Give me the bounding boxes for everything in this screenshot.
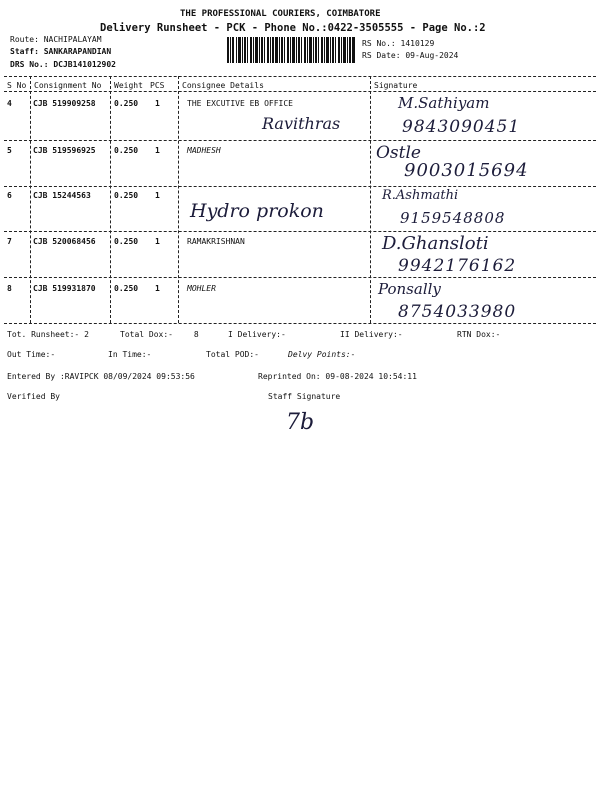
i-delivery: I Delivery:- [228, 330, 286, 339]
col-header-consignee: Consignee Details [182, 81, 264, 90]
reprinted-on: Reprinted On: 09-08-2024 10:54:11 [258, 372, 417, 381]
in-time: In Time:- [108, 350, 152, 359]
col-header-sno: S No [7, 81, 27, 90]
row-pcs: 1 [155, 191, 160, 200]
handwritten-phone: 9159548808 [400, 209, 506, 227]
barcode [227, 37, 355, 63]
handwritten-signature: R.Ashmathi [382, 188, 459, 203]
rs-no-label: RS No.: [362, 39, 396, 48]
total-pod: Total POD:- [206, 350, 259, 359]
delvy-points: Delvy Points:- [288, 350, 356, 359]
rs-number [362, 39, 434, 48]
route [10, 35, 102, 44]
row-pcs: 1 [155, 237, 160, 246]
staff-signature-label: Staff Signature [268, 392, 341, 401]
row-weight: 0.250 [114, 99, 139, 108]
row-pcs: 1 [155, 284, 160, 293]
row-sno: 6 [7, 191, 12, 200]
row-consignment: CJB 519596925 [33, 146, 96, 155]
row-sno: 5 [7, 146, 12, 155]
handwritten-signature: D.Ghansloti [382, 233, 489, 254]
row-consignment: CJB 519909258 [33, 99, 96, 108]
rs-date-label: RS Date: [362, 51, 401, 60]
col-header-consignment: Consignment No [34, 81, 102, 90]
table-top-rule [4, 76, 596, 77]
row-divider [4, 231, 596, 232]
staff [10, 47, 111, 56]
out-time: Out Time:- [7, 350, 56, 359]
rs-no-value: 1410129 [400, 39, 435, 48]
rtn-dox: RTN Dox:- [457, 330, 501, 339]
handwritten-phone: 9942176162 [398, 256, 517, 276]
col-divider [178, 76, 179, 323]
col-header-weight: Weight [114, 81, 143, 90]
row-consignee: MOHLER [187, 284, 216, 293]
col-divider [110, 76, 111, 323]
row-consignment: CJB 520068456 [33, 237, 96, 246]
company-name: THE PROFESSIONAL COURIERS, COIMBATORE [180, 9, 381, 19]
row-divider [4, 186, 596, 187]
handwritten-consignee: Hydro prokon [190, 200, 324, 222]
row-weight: 0.250 [114, 191, 139, 200]
row-sno: 8 [7, 284, 12, 293]
col-header-pcs: PCS [150, 81, 165, 90]
handwritten-receiver: Ravithras [262, 114, 341, 133]
row-weight: 0.250 [114, 146, 139, 155]
row-divider [4, 277, 596, 278]
handwritten-signature: Ostle [376, 143, 421, 163]
total-dox-label: Total Dox:- [120, 330, 173, 339]
entered-by: Entered By :RAVIPCK 08/09/2024 09:53:56 [7, 372, 195, 381]
verified-by: Verified By [7, 392, 60, 401]
col-divider [30, 76, 31, 323]
route-label: Route: [10, 35, 39, 44]
rs-date-value: 09-Aug-2024 [405, 51, 459, 60]
row-consignee: MADHESH [187, 146, 221, 155]
handwritten-phone: 9003015694 [404, 160, 529, 181]
ii-delivery: II Delivery:- [340, 330, 403, 339]
route-value: NACHIPALAYAM [43, 35, 102, 44]
table-bottom-rule [4, 323, 596, 324]
row-weight: 0.250 [114, 284, 139, 293]
row-pcs: 1 [155, 146, 160, 155]
col-divider [370, 76, 371, 323]
row-consignment: CJB 15244563 [33, 191, 91, 200]
staff-value: SANKARAPANDIAN [43, 47, 112, 56]
staff-label: Staff: [10, 47, 39, 56]
row-sno: 7 [7, 237, 12, 246]
row-consignee: THE EXCUTIVE EB OFFICE [187, 99, 293, 108]
handwritten-phone: 8754033980 [398, 302, 517, 322]
handwritten-phone: 9843090451 [402, 117, 521, 137]
handwritten-signature: Ponsally [378, 280, 441, 298]
drs-number [10, 60, 116, 69]
row-sno: 4 [7, 99, 12, 108]
runsheet-title: Delivery Runsheet - PCK - Phone No.:0422-3505555 - Page No.:2 [100, 22, 486, 34]
total-dox [120, 330, 199, 339]
drs-value: DCJB141012902 [53, 60, 116, 69]
handwritten-signature: M.Sathiyam [398, 94, 490, 112]
row-weight: 0.250 [114, 237, 139, 246]
tot-runsheet: Tot. Runsheet:- 2 [7, 330, 89, 339]
rs-date [362, 51, 458, 60]
total-dox-value: 8 [193, 330, 199, 339]
drs-label: DRS No.: [10, 60, 49, 69]
col-header-signature: Signature [374, 81, 418, 90]
row-pcs: 1 [155, 99, 160, 108]
staff-signature-mark: 7b [286, 410, 315, 435]
row-consignment: CJB 519931870 [33, 284, 96, 293]
row-divider [4, 140, 596, 141]
row-consignee: RAMAKRISHNAN [187, 237, 245, 246]
header-bottom-rule [4, 91, 596, 92]
